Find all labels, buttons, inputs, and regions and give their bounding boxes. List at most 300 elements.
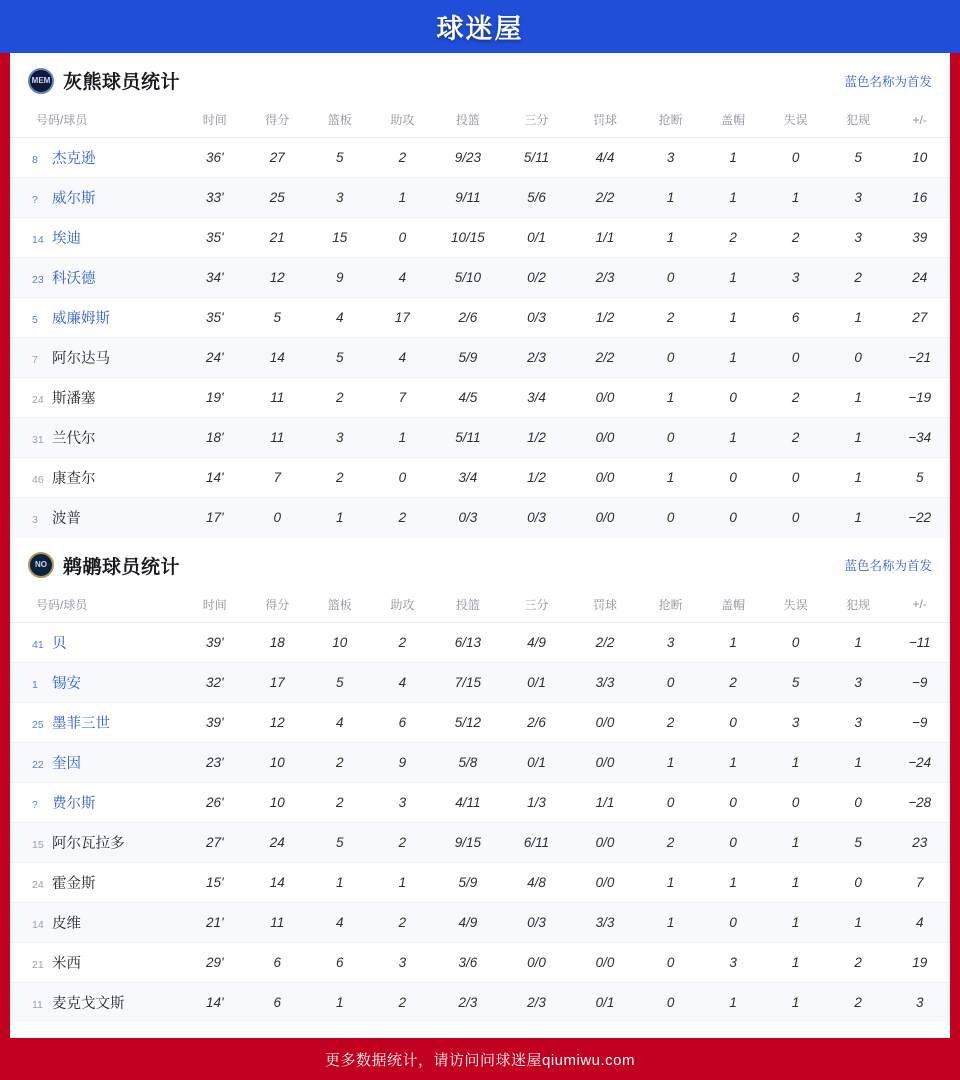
table-row[interactable]: [10, 418, 950, 458]
stat-steals: 0: [639, 338, 702, 378]
stat-blocks: 1: [702, 862, 765, 902]
table-row[interactable]: [10, 218, 950, 258]
player-cell[interactable]: [10, 742, 183, 782]
stat-blocks: 1: [702, 298, 765, 338]
stat-steals: 0: [639, 942, 702, 982]
stat-steals: 0: [639, 498, 702, 538]
starter-legend: 蓝色名称为首发: [844, 559, 932, 573]
player-number: 46: [32, 474, 44, 486]
stat-rebounds: 2: [309, 742, 372, 782]
stat-points: 0: [246, 498, 309, 538]
player-number: 41: [32, 638, 44, 651]
stat-rebounds: 3: [309, 418, 372, 458]
stat-blocks: 1: [702, 338, 765, 378]
player-cell[interactable]: [10, 218, 183, 258]
stat-minutes: 21': [183, 902, 246, 942]
stat-rebounds: 15: [309, 218, 372, 258]
stat-blocks: 1: [702, 258, 765, 298]
stat-turnovers: 1: [764, 862, 827, 902]
stat-fouls: 1: [827, 498, 890, 538]
stat-points: 6: [246, 942, 309, 982]
player-cell[interactable]: [10, 662, 183, 702]
table-row[interactable]: [10, 742, 950, 782]
stat-field-goals: 5/10: [434, 258, 503, 298]
stat-blocks: 1: [702, 138, 765, 178]
col-steals: 抢断: [639, 589, 702, 623]
stat-rebounds: 5: [309, 662, 372, 702]
player-cell[interactable]: [10, 498, 183, 538]
stat-points: 11: [246, 902, 309, 942]
player-number: 7: [32, 354, 38, 366]
col-assists: 助攻: [371, 104, 434, 138]
col-plusminus: +/-: [889, 589, 950, 623]
stat-plus-minus: 23: [889, 822, 950, 862]
stat-free-throws: 0/0: [571, 498, 640, 538]
stat-blocks: 2: [702, 662, 765, 702]
stat-free-throws: 0/0: [571, 378, 640, 418]
col-fg: 投篮: [434, 104, 503, 138]
stat-blocks: 0: [702, 458, 765, 498]
table-row[interactable]: [10, 822, 950, 862]
stat-three-points: 5/6: [502, 178, 571, 218]
stat-fouls: 1: [827, 458, 890, 498]
stat-plus-minus: 16: [889, 178, 950, 218]
player-cell[interactable]: [10, 338, 183, 378]
team-logo-icon: [28, 552, 54, 578]
table-row[interactable]: [10, 458, 950, 498]
stat-minutes: 14': [183, 458, 246, 498]
stat-field-goals: 9/11: [434, 178, 503, 218]
stat-turnovers: 2: [764, 218, 827, 258]
stat-plus-minus: −34: [889, 418, 950, 458]
player-name: 杰克逊: [52, 151, 96, 167]
stat-turnovers: 0: [764, 782, 827, 822]
player-number: 24: [32, 878, 44, 891]
stat-three-points: 0/0: [502, 942, 571, 982]
player-number: 11: [32, 998, 43, 1011]
player-name: 麦克戈文斯: [52, 995, 125, 1012]
stat-free-throws: 0/0: [571, 702, 640, 742]
table-row[interactable]: [10, 662, 950, 702]
col-3p: 三分: [502, 589, 571, 623]
stat-steals: 1: [639, 178, 702, 218]
player-name: 米西: [52, 955, 81, 972]
table-row[interactable]: [10, 862, 950, 902]
stat-points: 14: [246, 862, 309, 902]
section-title: 灰熊球员统计: [63, 72, 181, 93]
stat-three-points: 6/11: [502, 822, 571, 862]
stat-plus-minus: −19: [889, 378, 950, 418]
col-points: 得分: [246, 589, 309, 623]
stat-three-points: 5/11: [502, 138, 571, 178]
stat-rebounds: 1: [309, 862, 372, 902]
stat-rebounds: 1: [309, 498, 372, 538]
stat-steals: 1: [639, 218, 702, 258]
player-number: 21: [32, 958, 44, 971]
stat-three-points: 4/9: [502, 622, 571, 662]
stat-free-throws: 2/2: [571, 622, 640, 662]
stat-points: 17: [246, 662, 309, 702]
stat-turnovers: 3: [764, 702, 827, 742]
stat-plus-minus: −9: [889, 702, 950, 742]
stat-field-goals: 2/3: [434, 982, 503, 1022]
stat-minutes: 26': [183, 782, 246, 822]
stat-fouls: 1: [827, 622, 890, 662]
stat-steals: 1: [639, 742, 702, 782]
stat-field-goals: 5/9: [434, 338, 503, 378]
stat-rebounds: 4: [309, 702, 372, 742]
stat-plus-minus: −21: [889, 338, 950, 378]
col-plusminus: +/-: [889, 104, 950, 138]
stat-turnovers: 0: [764, 338, 827, 378]
stat-plus-minus: 5: [889, 458, 950, 498]
stat-plus-minus: 19: [889, 942, 950, 982]
stat-points: 10: [246, 782, 309, 822]
stat-points: 25: [246, 178, 309, 218]
stat-minutes: 35': [183, 298, 246, 338]
stat-minutes: 36': [183, 138, 246, 178]
stat-points: 12: [246, 702, 309, 742]
stat-minutes: 27': [183, 822, 246, 862]
player-stats-table-0: [10, 104, 950, 538]
stat-fouls: 3: [827, 662, 890, 702]
player-number: 25: [32, 718, 44, 731]
stat-field-goals: 6/13: [434, 622, 503, 662]
stat-field-goals: 3/4: [434, 458, 503, 498]
stat-assists: 2: [371, 982, 434, 1022]
stat-free-throws: 2/2: [571, 178, 640, 218]
stat-free-throws: 1/1: [571, 782, 640, 822]
stat-minutes: 33': [183, 178, 246, 218]
stat-free-throws: 0/0: [571, 418, 640, 458]
table-row[interactable]: [10, 258, 950, 298]
stat-fouls: 3: [827, 178, 890, 218]
stat-assists: 0: [371, 458, 434, 498]
player-cell[interactable]: [10, 378, 183, 418]
stat-minutes: 15': [183, 862, 246, 902]
stat-blocks: 3: [702, 942, 765, 982]
col-turnovers: 失误: [764, 589, 827, 623]
stat-field-goals: 5/8: [434, 742, 503, 782]
table-row[interactable]: [10, 782, 950, 822]
player-number: 1: [32, 678, 38, 691]
stat-turnovers: 1: [764, 822, 827, 862]
table-row[interactable]: [10, 138, 950, 178]
stat-assists: 17: [371, 298, 434, 338]
site-logo: 球迷屋: [436, 14, 524, 44]
player-cell[interactable]: [10, 942, 183, 982]
stat-assists: 2: [371, 822, 434, 862]
player-name: 威廉姆斯: [52, 311, 110, 327]
stat-minutes: 18': [183, 418, 246, 458]
stat-blocks: 2: [702, 218, 765, 258]
col-fouls: 犯规: [827, 589, 890, 623]
player-number: 31: [32, 434, 44, 446]
player-name: 皮维: [52, 915, 81, 932]
stat-assists: 2: [371, 902, 434, 942]
section-header-0: [10, 53, 950, 104]
stat-minutes: 24': [183, 338, 246, 378]
player-name: 兰代尔: [52, 431, 96, 447]
stat-steals: 2: [639, 298, 702, 338]
stat-points: 12: [246, 258, 309, 298]
stat-three-points: 2/6: [502, 702, 571, 742]
stat-free-throws: 0/0: [571, 862, 640, 902]
stat-blocks: 0: [702, 378, 765, 418]
col-points: 得分: [246, 104, 309, 138]
table-row[interactable]: [10, 178, 950, 218]
player-name: 费尔斯: [52, 795, 96, 812]
stat-plus-minus: −28: [889, 782, 950, 822]
stat-free-throws: 1/2: [571, 298, 640, 338]
stat-minutes: 35': [183, 218, 246, 258]
stat-field-goals: 0/3: [434, 498, 503, 538]
player-name: 锡安: [52, 675, 81, 692]
stat-free-throws: 1/1: [571, 218, 640, 258]
team-section-1: [10, 538, 950, 1023]
player-cell[interactable]: [10, 258, 183, 298]
player-cell[interactable]: [10, 822, 183, 862]
stat-field-goals: 3/6: [434, 942, 503, 982]
stat-turnovers: 1: [764, 982, 827, 1022]
stats-content: [10, 53, 950, 1038]
stat-steals: 3: [639, 138, 702, 178]
stat-plus-minus: −24: [889, 742, 950, 782]
table-row[interactable]: [10, 498, 950, 538]
footer-text: 更多数据统计，请访问问球迷屋qiumiwu.com: [324, 1051, 636, 1069]
table-row[interactable]: [10, 942, 950, 982]
stat-assists: 3: [371, 782, 434, 822]
stat-blocks: 1: [702, 742, 765, 782]
player-cell[interactable]: [10, 178, 183, 218]
stat-field-goals: 10/15: [434, 218, 503, 258]
stat-minutes: 32': [183, 662, 246, 702]
stat-minutes: 39': [183, 702, 246, 742]
stat-turnovers: 0: [764, 458, 827, 498]
stat-field-goals: 4/9: [434, 902, 503, 942]
stat-steals: 1: [639, 458, 702, 498]
stat-points: 14: [246, 338, 309, 378]
stat-blocks: 1: [702, 982, 765, 1022]
stat-plus-minus: −11: [889, 622, 950, 662]
player-cell[interactable]: [10, 702, 183, 742]
stat-three-points: 0/1: [502, 662, 571, 702]
stat-minutes: 17': [183, 498, 246, 538]
stat-field-goals: 4/11: [434, 782, 503, 822]
stat-assists: 3: [371, 942, 434, 982]
stat-three-points: 2/3: [502, 982, 571, 1022]
player-number: 23: [32, 274, 44, 286]
player-number: 14: [32, 918, 44, 931]
stat-rebounds: 10: [309, 622, 372, 662]
stat-free-throws: 0/0: [571, 458, 640, 498]
player-name: 威尔斯: [52, 191, 96, 207]
stat-field-goals: 9/15: [434, 822, 503, 862]
stat-points: 18: [246, 622, 309, 662]
col-minutes: 时间: [183, 104, 246, 138]
stat-assists: 9: [371, 742, 434, 782]
stat-turnovers: 0: [764, 138, 827, 178]
col-rebounds: 篮板: [309, 104, 372, 138]
table-row[interactable]: [10, 298, 950, 338]
stat-minutes: 19': [183, 378, 246, 418]
stat-rebounds: 4: [309, 902, 372, 942]
stat-assists: 4: [371, 258, 434, 298]
stat-fouls: 3: [827, 218, 890, 258]
stat-three-points: 4/8: [502, 862, 571, 902]
stat-assists: 7: [371, 378, 434, 418]
stat-three-points: 0/3: [502, 498, 571, 538]
stat-blocks: 1: [702, 622, 765, 662]
stat-field-goals: 5/11: [434, 418, 503, 458]
player-name: 阿尔达马: [52, 351, 110, 367]
stat-field-goals: 5/12: [434, 702, 503, 742]
player-number: 24: [32, 394, 44, 406]
team-section-0: [10, 53, 950, 538]
stat-blocks: 0: [702, 822, 765, 862]
table-row[interactable]: [10, 982, 950, 1022]
stat-plus-minus: 3: [889, 982, 950, 1022]
stat-three-points: 3/4: [502, 378, 571, 418]
stat-turnovers: 1: [764, 902, 827, 942]
stat-rebounds: 6: [309, 942, 372, 982]
stat-fouls: 3: [827, 702, 890, 742]
player-cell[interactable]: [10, 982, 183, 1022]
stat-plus-minus: 10: [889, 138, 950, 178]
stat-free-throws: 3/3: [571, 902, 640, 942]
stat-minutes: 14': [183, 982, 246, 1022]
stat-assists: 2: [371, 622, 434, 662]
stat-rebounds: 1: [309, 982, 372, 1022]
player-number: ?: [32, 194, 38, 206]
player-number: 22: [32, 758, 44, 771]
stat-rebounds: 5: [309, 822, 372, 862]
stat-assists: 2: [371, 498, 434, 538]
table-row[interactable]: [10, 702, 950, 742]
col-blocks: 盖帽: [702, 104, 765, 138]
player-name: 埃迪: [52, 231, 81, 247]
stat-fouls: 2: [827, 982, 890, 1022]
stat-fouls: 1: [827, 902, 890, 942]
col-assists: 助攻: [371, 589, 434, 623]
stat-plus-minus: 24: [889, 258, 950, 298]
stat-assists: 6: [371, 702, 434, 742]
stat-rebounds: 4: [309, 298, 372, 338]
stat-free-throws: 4/4: [571, 138, 640, 178]
stat-assists: 2: [371, 138, 434, 178]
site-banner: [0, 0, 960, 53]
stat-blocks: 1: [702, 418, 765, 458]
stat-minutes: 23': [183, 742, 246, 782]
stat-three-points: 0/3: [502, 298, 571, 338]
player-number: 15: [32, 838, 44, 851]
stat-blocks: 1: [702, 178, 765, 218]
stat-rebounds: 3: [309, 178, 372, 218]
stat-plus-minus: −22: [889, 498, 950, 538]
stat-plus-minus: 27: [889, 298, 950, 338]
col-steals: 抢断: [639, 104, 702, 138]
stat-three-points: 0/1: [502, 218, 571, 258]
table-header-row: [10, 104, 950, 138]
stat-steals: 0: [639, 662, 702, 702]
player-cell[interactable]: [10, 138, 183, 178]
stat-minutes: 39': [183, 622, 246, 662]
stat-three-points: 0/3: [502, 902, 571, 942]
table-body-0: [10, 138, 950, 538]
stat-points: 5: [246, 298, 309, 338]
player-cell[interactable]: [10, 782, 183, 822]
stat-rebounds: 5: [309, 338, 372, 378]
stat-points: 11: [246, 378, 309, 418]
stat-rebounds: 2: [309, 458, 372, 498]
stat-fouls: 0: [827, 862, 890, 902]
stat-plus-minus: 7: [889, 862, 950, 902]
stat-field-goals: 2/6: [434, 298, 503, 338]
player-cell[interactable]: [10, 418, 183, 458]
stat-field-goals: 4/5: [434, 378, 503, 418]
player-cell[interactable]: [10, 458, 183, 498]
stat-three-points: 1/2: [502, 458, 571, 498]
col-fg: 投篮: [434, 589, 503, 623]
col-ft: 罚球: [571, 589, 640, 623]
stat-assists: 1: [371, 418, 434, 458]
stat-three-points: 1/3: [502, 782, 571, 822]
stat-fouls: 1: [827, 298, 890, 338]
col-player: 号码/球员: [10, 104, 183, 138]
stat-fouls: 1: [827, 378, 890, 418]
table-row[interactable]: [10, 902, 950, 942]
player-cell[interactable]: [10, 622, 183, 662]
stat-minutes: 29': [183, 942, 246, 982]
stat-turnovers: 2: [764, 418, 827, 458]
stat-steals: 2: [639, 702, 702, 742]
table-header-row: [10, 589, 950, 623]
stat-turnovers: 6: [764, 298, 827, 338]
stat-fouls: 5: [827, 138, 890, 178]
player-name: 科沃德: [52, 271, 96, 287]
col-player: 号码/球员: [10, 589, 183, 623]
stat-fouls: 0: [827, 782, 890, 822]
table-row[interactable]: [10, 622, 950, 662]
stat-three-points: 0/2: [502, 258, 571, 298]
player-number: 3: [32, 514, 38, 527]
stat-free-throws: 0/0: [571, 742, 640, 782]
col-turnovers: 失误: [764, 104, 827, 138]
player-name: 斯潘塞: [52, 391, 96, 407]
team-logo-label: MEM: [31, 75, 51, 85]
stat-points: 11: [246, 418, 309, 458]
player-name: 奎因: [52, 755, 81, 772]
stat-steals: 1: [639, 378, 702, 418]
table-row[interactable]: [10, 338, 950, 378]
stat-assists: 1: [371, 178, 434, 218]
stat-turnovers: 1: [764, 742, 827, 782]
col-rebounds: 篮板: [309, 589, 372, 623]
player-cell[interactable]: [10, 862, 183, 902]
stat-free-throws: 2/2: [571, 338, 640, 378]
stat-three-points: 1/2: [502, 418, 571, 458]
stat-turnovers: 1: [764, 178, 827, 218]
player-name: 波普: [52, 511, 81, 528]
stat-plus-minus: −9: [889, 662, 950, 702]
player-cell[interactable]: [10, 298, 183, 338]
stat-steals: 1: [639, 902, 702, 942]
table-row[interactable]: [10, 378, 950, 418]
player-cell[interactable]: [10, 902, 183, 942]
stat-minutes: 34': [183, 258, 246, 298]
section-header-1: [10, 538, 950, 589]
site-footer: [0, 1038, 960, 1080]
